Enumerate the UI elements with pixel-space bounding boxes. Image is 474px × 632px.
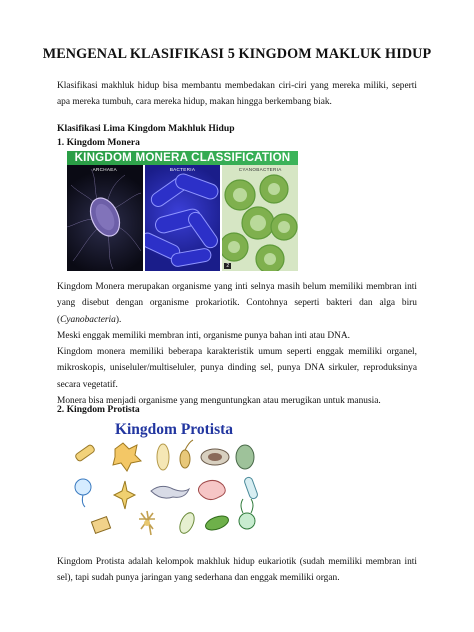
figure-number: 2 bbox=[226, 263, 230, 269]
section-heading: Klasifikasi Lima Kingdom Makhluk Hidup bbox=[57, 123, 235, 134]
monera-heading: 1. Kingdom Monera bbox=[57, 137, 140, 148]
cyanobacteria-term: Cyanobacteria bbox=[60, 314, 116, 325]
radiolarian-organism bbox=[75, 479, 91, 507]
flagellate-organism bbox=[180, 440, 193, 468]
monera-paragraph-4: Monera bisa menjadi organisme yang menguntungkan atau merugikan untuk manusia. bbox=[57, 396, 381, 406]
monera-paragraph-1 bbox=[57, 279, 417, 328]
archaea-panel bbox=[67, 165, 143, 271]
protista-heading: 2. Kingdom Protista bbox=[57, 404, 140, 415]
amoeba-organism bbox=[113, 443, 141, 471]
heliozoan-organism bbox=[139, 511, 155, 535]
slime-mold-organism bbox=[151, 486, 189, 498]
paramecium-organism bbox=[236, 445, 254, 469]
cyanobacteria-label: CYANOBACTERIA bbox=[238, 167, 282, 172]
monera-classification-figure bbox=[67, 151, 298, 271]
protista-paragraph-1: Kingdom Protista adalah kelompok makhluk hidup eukariotik (sudah memiliki membran inti sel), tapi sudah punya jaringan yang sederhana dan enggak memiliki organ. bbox=[57, 557, 417, 584]
cyanobacteria-panel bbox=[220, 165, 298, 271]
document-title: MENGENAL KLASIFIKASI 5 KINGDOM MAKLUK HIDUP bbox=[42, 46, 432, 62]
bacteria-panel bbox=[143, 165, 221, 271]
protista-figure-title: Kingdom Protista bbox=[114, 421, 234, 438]
archaea-label: ARCHAEA bbox=[92, 167, 117, 172]
archaea-cell-image bbox=[67, 165, 143, 271]
intro-paragraph: Klasifikasi makhluk hidup bisa membantu membedakan ciri-ciri yang mereka miliki, seperti apa mereka tumbuh, cara mereka hidup, makan hingga berkembang biak. bbox=[57, 81, 417, 108]
cyanobacteria-cells-image bbox=[222, 165, 298, 271]
sponge-protist-organism bbox=[91, 517, 110, 534]
chlorella-organism bbox=[204, 513, 231, 532]
foraminifera-organism bbox=[114, 481, 135, 509]
euglena-organism bbox=[201, 449, 229, 465]
ciliate-organism bbox=[157, 444, 169, 470]
bacteria-cells-image bbox=[145, 165, 221, 271]
protista-organisms-image bbox=[67, 415, 281, 548]
leaf-protist-organism bbox=[177, 510, 197, 535]
diatom-organism bbox=[75, 444, 96, 462]
volvox-organism bbox=[239, 499, 255, 529]
protista-figure bbox=[67, 415, 281, 548]
monera-paragraph-3: Kingdom monera memiliki beberapa karakteristik umum seperti enggak memiliki organel, mikroskopis, uniseluler/multiseluler, punya dinding sel, punya DNA sirkuler, reproduksinya secara vegetatif. bbox=[57, 347, 417, 390]
monera-paragraph-1-text: Kingdom Monera merupakan organisme yang inti selnya masih belum memiliki membran inti yang disebut dengan organisme prokariotik. Contohnya seperti bakteri dan alga biru ( bbox=[57, 282, 417, 325]
monera-paragraph-2: Meski enggak memiliki membran inti, organisme punya bahan inti atau DNA. bbox=[57, 331, 350, 341]
bacteria-label: BACTERIA bbox=[169, 167, 196, 172]
stentor-organism bbox=[243, 476, 258, 499]
monera-paragraph-1-end: ). bbox=[115, 314, 122, 325]
monera-banner: KINGDOM MONERA CLASSIFICATION bbox=[67, 151, 298, 165]
ameba-large-organism bbox=[198, 480, 225, 499]
